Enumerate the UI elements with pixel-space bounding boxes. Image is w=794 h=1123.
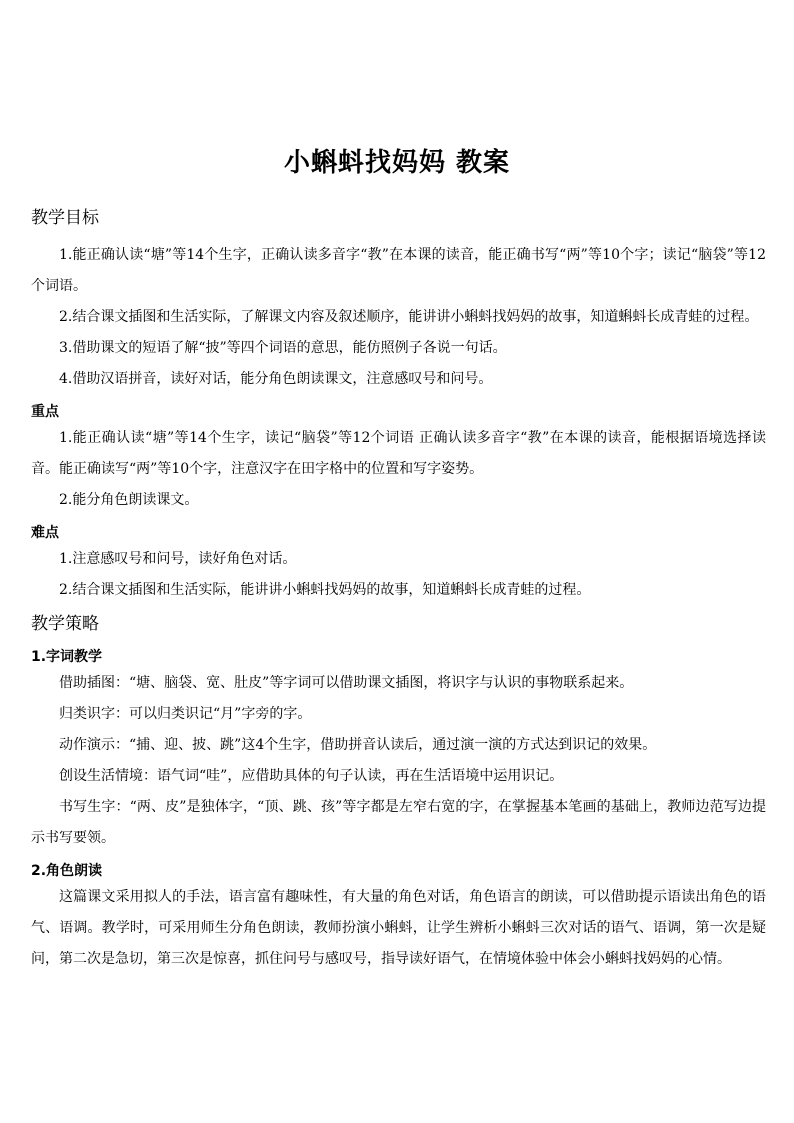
subsection-heading-vocabulary: 1.字词教学 bbox=[31, 649, 103, 665]
key-point-item: 1.能正确认读“塘”等14个生字，读记“脑袋”等12个词语 正确认读多音字“教”在本课的读音，能根据语境选择读音。能正确读写“两”等10个字，注意汉字在田字格中的位置和写字姿势。 bbox=[31, 430, 766, 477]
section-heading-strategies: 教学策略 bbox=[31, 614, 99, 634]
strategy-item: 动作演示：“捕、迎、披、跳”这4个生字，借助拼音认读后，通过演一演的方式达到识记的效果。 bbox=[59, 737, 657, 753]
objective-item: 1.能正确认读“塘”等14个生字，正确认读多音字“教”在本课的读音，能正确书写“两”等10个字；读记“脑袋”等12个词语。 bbox=[31, 247, 766, 294]
section-heading-objectives: 教学目标 bbox=[31, 208, 99, 228]
section-heading-key-points: 重点 bbox=[31, 404, 59, 420]
difficulty-item: 2.结合课文插图和生活实际，能讲讲小蝌蚪找妈妈的故事，知道蝌蚪长成青蛙的过程。 bbox=[59, 582, 591, 598]
strategy-item: 归类识字：可以归类识记“月”字旁的字。 bbox=[59, 706, 312, 722]
subsection-heading-role-reading: 2.角色朗读 bbox=[31, 863, 103, 879]
strategy-item: 借助插图：“塘、脑袋、宽、肚皮”等字词可以借助课文插图，将识字与认识的事物联系起来。 bbox=[59, 675, 634, 691]
section-objectives bbox=[31, 204, 766, 395]
strategy-item: 创设生活情境：语气词“哇”，应借助具体的句子认读，再在生活语境中运用识记。 bbox=[59, 768, 564, 784]
objective-item: 2.结合课文插图和生活实际，了解课文内容及叙述顺序，能讲讲小蝌蚪找妈妈的故事，知道蝌蚪长成青蛙的过程。 bbox=[59, 309, 759, 325]
strategy-item: 书写生字：“两、皮”是独体字，“顶、跳、孩”等字都是左窄右宽的字，在掌握基本笔画的基础上，教师边范写边提示书写要领。 bbox=[31, 799, 766, 846]
objective-item: 3.借助课文的短语了解“披”等四个词语的意思，能仿照例子各说一句话。 bbox=[59, 340, 507, 356]
section-strategies bbox=[31, 610, 766, 975]
strategy-item: 这篇课文采用拟人的手法，语言富有趣味性，有大量的角色对话，角色语言的朗读，可以借助提示语读出角色的语气、语调。教学时，可采用师生分角色朗读，教师扮演小蝌蚪，让学生辨析小蝌蚪三次对话的语气、语调，第一次是疑问，第二次是急切，第三次是惊喜，抓住问号与感叹号，指导读好语气，在情境体验中体会小蝌蚪找妈妈的心情。 bbox=[31, 889, 766, 967]
objective-item: 4.借助汉语拼音，读好对话，能分角色朗读课文，注意感叹号和问号。 bbox=[59, 371, 493, 387]
difficulty-item: 1.注意感叹号和问号，读好角色对话。 bbox=[59, 551, 297, 567]
key-point-item: 2.能分角色朗读课文。 bbox=[59, 492, 199, 508]
page-title: 小蝌蚪找妈妈 教案 bbox=[283, 148, 511, 178]
section-key-points bbox=[31, 401, 766, 516]
section-difficulties bbox=[31, 522, 766, 606]
document-body bbox=[31, 204, 766, 975]
section-heading-difficulties: 难点 bbox=[31, 525, 59, 541]
